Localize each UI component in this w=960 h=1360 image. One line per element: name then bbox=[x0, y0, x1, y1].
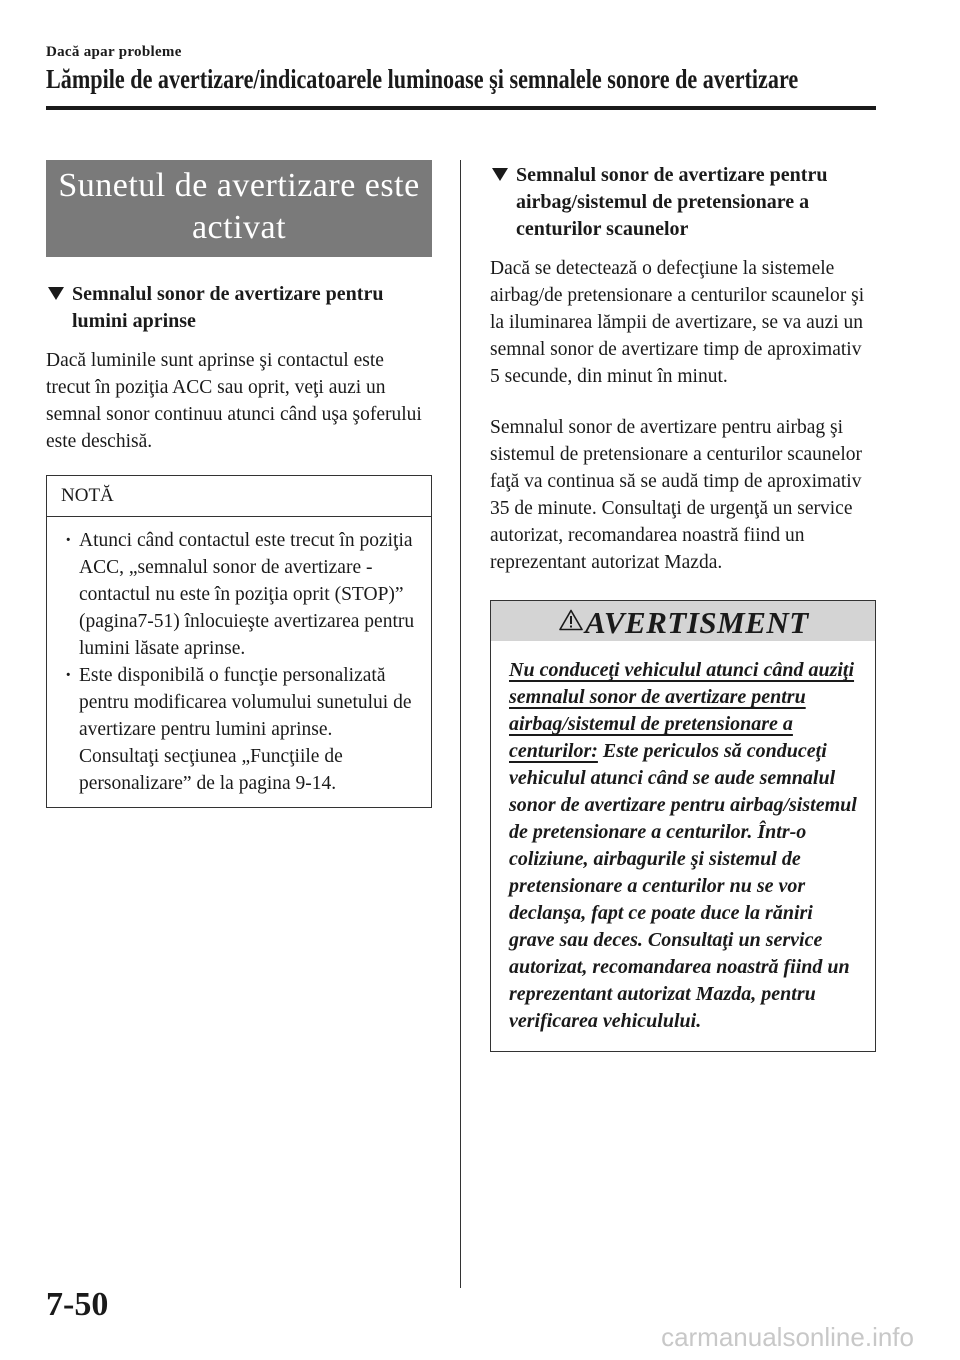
note-box bbox=[46, 475, 432, 808]
chapter-label: Dacă apar probleme bbox=[46, 44, 182, 60]
warning-text: Este periculos să conduceţi vehiculul atunci când se aude semnalul sonor de avertizare pentru airbag/sistemul de pretensionare a centurilor. Într-o coliziune, airbagurile şi sistemul de pretensionare a centurilor nu se vor declanşa, fapt ce poate duce la răniri grave sau deces. Consultaţi un service autorizat, recomandarea noastră fiind un reprezentant autorizat Mazda, pentru verificarea vehiculului. bbox=[509, 740, 857, 1032]
warning-header bbox=[491, 601, 875, 641]
bullet-dot-icon: · bbox=[65, 530, 72, 551]
paragraph-airbag-2: Semnalul sonor de avertizare pentru airbag şi sistemul de pretensionare a centurilor scaunelor faţă va continua să se audă timp de aproximativ 35 de minute. Consultaţi de urgenţă un service autorizat, recomandarea noastră fiind un reprezentant autorizat Mazda. bbox=[490, 417, 862, 573]
column-divider bbox=[460, 160, 461, 1288]
subheading-lights-on bbox=[46, 281, 432, 335]
warning-triangle-icon bbox=[559, 609, 583, 631]
warning-lead: Nu conduceţi vehiculul atunci când auziţi semnalul sonor de avertizare pentru airbag/sistemul de pretensionare a centurilor: bbox=[509, 659, 855, 762]
note-body bbox=[47, 517, 431, 807]
bullet-dot-icon: · bbox=[65, 665, 72, 686]
page-number: 7-50 bbox=[46, 1286, 109, 1323]
title-rule bbox=[46, 106, 876, 110]
subheading-text: Semnalul sonor de avertizare pentru lumini aprinse bbox=[72, 283, 384, 332]
left-column bbox=[46, 160, 432, 808]
right-column bbox=[490, 160, 876, 1052]
page-title: Lămpile de avertizare/indicatoarele luminoase şi semnalele sonore de avertizare bbox=[46, 64, 799, 94]
triangle-bullet-icon bbox=[492, 168, 508, 181]
note-item-text: Atunci când contactul este trecut în poziţia ACC, „semnalul sonor de avertizare - contactul nu este în poziţia oprit (STOP)” (pagina7-51) înlocuieşte avertizarea pentru lumini lăsate aprinse. bbox=[79, 530, 415, 659]
warning-body bbox=[491, 641, 875, 1051]
paragraph-airbag-1: Dacă se detectează o defecţiune la sistemele airbag/de pretensionare a centurilor scaunelor şi la iluminarea lămpii de avertizare, se va auzi un semnal sonor de avertizare timp de aproximativ 5 secunde, din minut în minut. bbox=[490, 258, 865, 387]
subheading-airbag bbox=[490, 162, 876, 243]
paragraph-lights-on: Dacă luminile sunt aprinse şi contactul este trecut în poziţia ACC sau oprit, veţi auzi un semnal sonor continuu atunci când uşa şoferului este deschisă. bbox=[46, 350, 422, 452]
triangle-bullet-icon bbox=[48, 287, 64, 300]
warning-box bbox=[490, 600, 876, 1052]
note-item-text: Este disponibilă o funcţie personalizată pentru modificarea volumului sunetului de avertizare pentru lumini aprinse. Consultaţi secţiunea „Funcţiile de personalizare” de la pagina 9-14. bbox=[79, 665, 412, 794]
subheading-text: Semnalul sonor de avertizare pentru airbag/sistemul de pretensionare a centurilor scaunelor bbox=[516, 164, 828, 240]
note-title: NOTĂ bbox=[47, 476, 431, 517]
section-title: Sunetul de avertizare este activat bbox=[46, 160, 432, 257]
note-item bbox=[63, 662, 417, 797]
watermark: carmanualsonline.info bbox=[661, 1322, 914, 1352]
note-item bbox=[63, 527, 417, 662]
warning-title: AVERTISMENT bbox=[585, 605, 809, 640]
